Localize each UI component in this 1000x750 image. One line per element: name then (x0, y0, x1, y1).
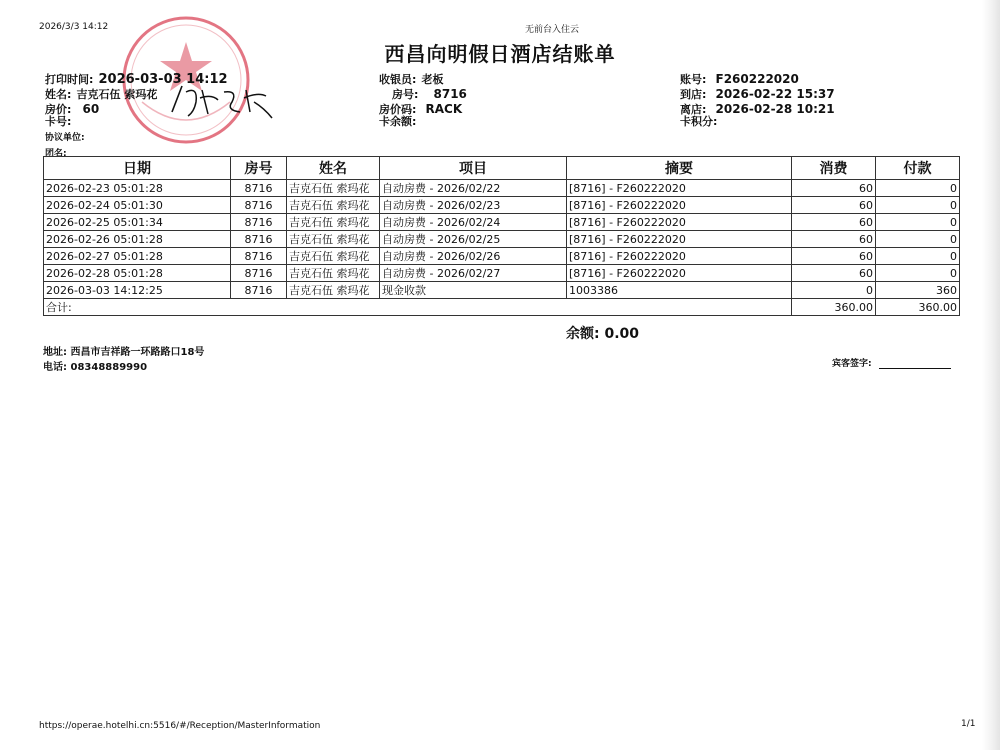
col-header-item: 项目 (380, 157, 567, 180)
cell-payment: 0 (876, 180, 960, 197)
cell-date: 2026-02-26 05:01:28 (44, 231, 231, 248)
arrival-value: 2026-02-22 15:37 (715, 87, 835, 101)
group-name-label: 团名: (45, 149, 67, 159)
cell-summary: [8716] - F260222020 (567, 180, 792, 197)
arrival-label: 到店: (680, 88, 707, 101)
room-number-label: 房号: (392, 88, 419, 101)
cell-payment: 0 (876, 265, 960, 282)
room-number-value: 8716 (433, 87, 467, 101)
account-label: 账号: (680, 73, 707, 86)
cell-room: 8716 (231, 231, 287, 248)
cell-room: 8716 (231, 197, 287, 214)
cell-date: 2026-02-24 05:01:30 (44, 197, 231, 214)
cell-payment: 0 (876, 197, 960, 214)
table-row (44, 265, 960, 282)
print-datetime: 2026/3/3 14:12 (39, 22, 109, 32)
address-row (43, 343, 204, 358)
balance-value: 0.00 (604, 326, 640, 342)
cell-name: 吉克石伍 索玛花 (287, 214, 380, 231)
top-note: 无前台入住云 (525, 25, 580, 35)
scan-edge-shadow (982, 0, 1000, 750)
address-value: 西昌市吉祥路一环路路口18号 (70, 347, 205, 358)
cell-consume: 60 (792, 248, 876, 265)
col-header-payment: 付款 (876, 157, 960, 180)
total-consume: 360.00 (792, 299, 876, 316)
rate-code-label: 房价码: (379, 103, 417, 116)
table-header-row (44, 157, 960, 180)
cell-item: 自动房费 - 2026/02/22 (380, 180, 567, 197)
cell-room: 8716 (231, 248, 287, 265)
cashier-label: 收银员: (379, 73, 417, 86)
table-total-row (44, 299, 960, 316)
handwritten-signature (168, 82, 278, 122)
cell-item: 自动房费 - 2026/02/27 (380, 265, 567, 282)
total-label: 合计: (44, 299, 792, 316)
cell-consume: 0 (792, 282, 876, 299)
cell-date: 2026-02-28 05:01:28 (44, 265, 231, 282)
card-number-label: 卡号: (45, 115, 72, 128)
cell-date: 2026-02-23 05:01:28 (44, 180, 231, 197)
cell-item: 自动房费 - 2026/02/24 (380, 214, 567, 231)
cell-summary: [8716] - F260222020 (567, 231, 792, 248)
account-value: F260222020 (715, 72, 799, 86)
cell-item: 自动房费 - 2026/02/25 (380, 231, 567, 248)
cell-room: 8716 (231, 180, 287, 197)
phone-row (43, 358, 147, 373)
col-header-room: 房号 (231, 157, 287, 180)
print-time-label: 打印时间: (45, 73, 94, 86)
rate-code-value: RACK (425, 102, 463, 116)
guest-name-label: 姓名: (45, 88, 72, 101)
guest-signature-label: 宾客签字: (832, 359, 872, 369)
phone-label: 电话: (43, 362, 67, 373)
cell-date: 2026-03-03 14:12:25 (44, 282, 231, 299)
col-header-summary: 摘要 (567, 157, 792, 180)
cell-room: 8716 (231, 282, 287, 299)
cell-consume: 60 (792, 180, 876, 197)
departure-value: 2026-02-28 10:21 (715, 102, 835, 116)
cell-room: 8716 (231, 265, 287, 282)
balance-row (566, 323, 639, 343)
room-rate-label: 房价: (45, 103, 72, 116)
cell-consume: 60 (792, 265, 876, 282)
address-label: 地址: (43, 347, 67, 358)
guest-signature-line (879, 368, 951, 369)
cell-name: 吉克石伍 索玛花 (287, 248, 380, 265)
cell-consume: 60 (792, 197, 876, 214)
departure-label: 离店: (680, 103, 707, 116)
col-header-consume: 消费 (792, 157, 876, 180)
phone-value: 08348889990 (70, 362, 148, 373)
guest-name-value: 吉克石伍 索玛花 (76, 88, 158, 101)
balance-label: 余额: (566, 326, 600, 342)
card-balance-label: 卡余额: (379, 115, 417, 128)
cell-payment: 360 (876, 282, 960, 299)
card-points-label: 卡积分: (680, 115, 718, 128)
cashier-value: 老板 (421, 73, 444, 86)
document-title: 西昌向明假日酒店结账单 (384, 42, 616, 66)
cell-name: 吉克石伍 索玛花 (287, 197, 380, 214)
cell-name: 吉克石伍 索玛花 (287, 231, 380, 248)
cell-date: 2026-02-25 05:01:34 (44, 214, 231, 231)
cell-room: 8716 (231, 214, 287, 231)
cell-summary: [8716] - F260222020 (567, 214, 792, 231)
total-payment: 360.00 (876, 299, 960, 316)
col-header-name: 姓名 (287, 157, 380, 180)
agreement-unit-label: 协议单位: (45, 133, 85, 143)
cell-item: 自动房费 - 2026/02/26 (380, 248, 567, 265)
cell-item: 自动房费 - 2026/02/23 (380, 197, 567, 214)
cell-payment: 0 (876, 248, 960, 265)
col-header-date: 日期 (44, 157, 231, 180)
cell-payment: 0 (876, 231, 960, 248)
cell-summary: [8716] - F260222020 (567, 197, 792, 214)
cell-summary: 1003386 (567, 282, 792, 299)
cell-name: 吉克石伍 索玛花 (287, 180, 380, 197)
page-number: 1/1 (961, 719, 976, 729)
table-row (44, 282, 960, 299)
table-row (44, 248, 960, 265)
table-row (44, 180, 960, 197)
cell-consume: 60 (792, 214, 876, 231)
cell-date: 2026-02-27 05:01:28 (44, 248, 231, 265)
print-time-value: 2026-03-03 14:12 (98, 72, 228, 87)
guest-signature-row (832, 356, 951, 369)
table-row (44, 197, 960, 214)
cell-consume: 60 (792, 231, 876, 248)
page-url: https://operae.hotelhi.cn:5516/#/Reception/MasterInformation (39, 721, 321, 731)
cell-item: 现金收款 (380, 282, 567, 299)
table-row (44, 231, 960, 248)
cell-name: 吉克石伍 索玛花 (287, 282, 380, 299)
cell-payment: 0 (876, 214, 960, 231)
billing-table (43, 156, 960, 316)
cell-name: 吉克石伍 索玛花 (287, 265, 380, 282)
table-row (44, 214, 960, 231)
room-rate-value: 60 (82, 102, 100, 116)
cell-summary: [8716] - F260222020 (567, 248, 792, 265)
cell-summary: [8716] - F260222020 (567, 265, 792, 282)
